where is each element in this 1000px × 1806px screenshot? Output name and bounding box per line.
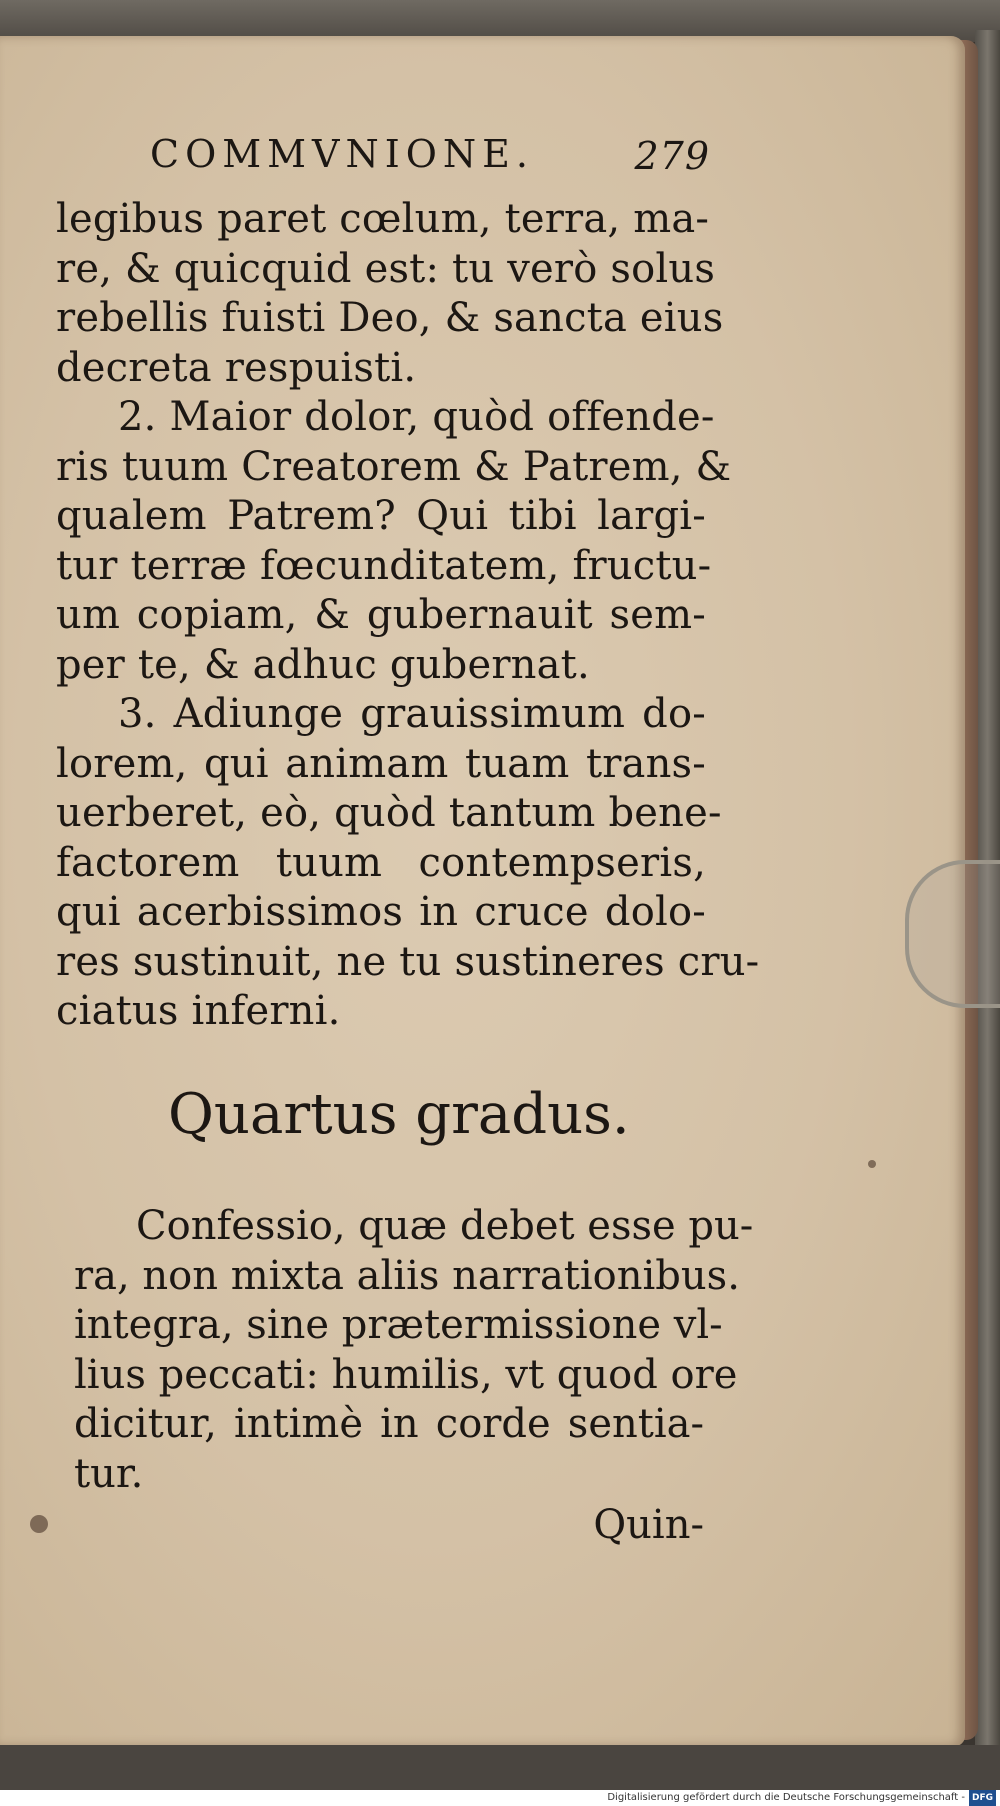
text-line: qui acerbissimos in cruce dolo- <box>56 889 706 935</box>
text-line: factorem tuum contempseris, <box>56 839 706 886</box>
text-line: dicitur, intimè in corde sentia- <box>74 1401 704 1447</box>
body-text <box>56 195 760 1037</box>
paragraph-3 <box>56 690 760 1037</box>
catchword: Quin- <box>593 1502 704 1548</box>
paragraph-2 <box>56 393 732 690</box>
text-line: tur. <box>74 1450 144 1497</box>
text-line: ris tuum Creatorem & Patrem, & <box>56 443 732 490</box>
text-line: per te, & adhuc gubernat. <box>56 641 590 688</box>
ink-spot <box>868 1160 876 1168</box>
credit-text: Digitalisierung gefördert durch die Deutsche Forschungsgemeinschaft - <box>607 1792 965 1803</box>
text-line: rebellis fuisti Deo, & sancta eius <box>56 295 724 341</box>
digitization-credit-bar <box>0 1790 1000 1806</box>
page-number: 279 <box>634 134 710 178</box>
ink-spot <box>30 1515 48 1533</box>
text-line: ra, non mixta aliis narrationibus. <box>74 1252 740 1299</box>
text-line: legibus paret cœlum, terra, ma- <box>56 196 710 242</box>
text-line: res sustinuit, ne tu sustineres cru- <box>56 938 760 985</box>
text-line: qualem Patrem? Qui tibi largi- <box>56 493 706 539</box>
book-cover-bottom <box>0 1745 1000 1790</box>
text-line: lorem, qui animam tuam trans- <box>56 740 706 787</box>
text-line: re, & quicquid est: tu verò solus <box>56 245 716 292</box>
text-line: lius peccati: humilis, vt quod ore <box>74 1351 738 1398</box>
text-line: integra, sine prætermissione vl- <box>74 1302 723 1348</box>
text-line: ciatus inferni. <box>56 988 341 1034</box>
text-line: tur terræ fœcunditatem, fructu- <box>56 542 712 589</box>
text-line: 3. Adiunge grauissimum do- <box>118 691 706 737</box>
running-header <box>150 132 710 176</box>
section-heading: Quartus gradus. <box>168 1082 630 1147</box>
text-line: uerberet, eò, quòd tantum bene- <box>56 790 722 836</box>
text-line: Confessio, quæ debet esse pu- <box>136 1203 754 1249</box>
text-line: 2. Maior dolor, quòd offende- <box>118 394 715 440</box>
running-title: COMMVNIONE. <box>150 132 534 176</box>
text-line: decreta respuisti. <box>56 344 417 391</box>
book-clasp <box>905 860 1000 1008</box>
dfg-logo[interactable]: DFG <box>969 1790 996 1806</box>
text-line: um copiam, & gubernauit sem- <box>56 592 706 638</box>
section-paragraph <box>74 1202 754 1499</box>
paragraph-1 <box>56 195 724 393</box>
